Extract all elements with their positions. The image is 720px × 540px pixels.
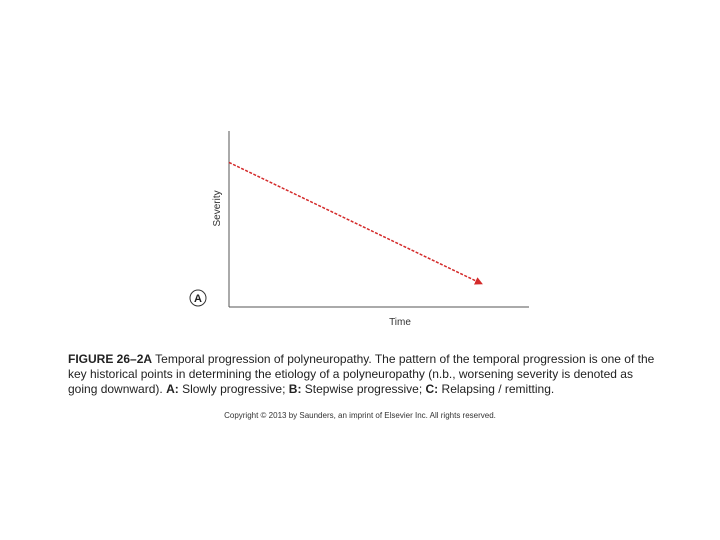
caption-b-label: B:: [288, 382, 302, 396]
caption-text: Temporal progression of polyneuropathy. The pattern of the temporal progression is one of the key historical points in determining the etiology of a polyneuropathy (n.b., worsening severity is denoted as going downward).: [68, 352, 655, 396]
caption-a-label: A:: [166, 382, 179, 396]
copyright-notice: Copyright © 2013 by Saunders, an imprint of Elsevier Inc. All rights reserved.: [224, 411, 496, 420]
x-axis-label: Time: [389, 317, 411, 328]
caption-b-text: Stepwise progressive;: [301, 382, 426, 396]
caption-a-text: Slowly progressive;: [178, 382, 289, 396]
figure-label: FIGURE 26–2A: [68, 352, 153, 366]
severity-line: [229, 162, 481, 283]
caption-c-text: Relapsing / remitting.: [438, 382, 555, 396]
panel-label: A: [194, 293, 202, 305]
caption-c-label: C:: [425, 382, 439, 396]
figure-caption: [68, 352, 658, 397]
y-axis-label: Severity: [212, 190, 223, 227]
